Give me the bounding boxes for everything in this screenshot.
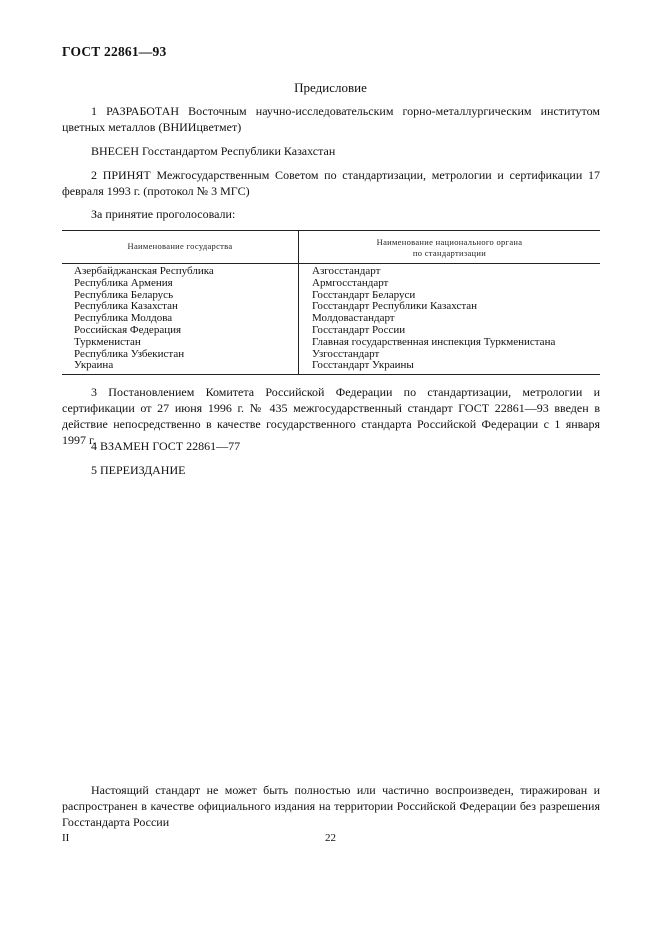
table-cell-state: Азербайджанская Республика — [74, 265, 214, 277]
table-cell-state: Республика Узбекистан — [74, 347, 185, 360]
table-cell-state: Республика Армения — [74, 276, 173, 289]
table-cell-body: Госстандарт России — [312, 323, 406, 336]
table-cell-body: Госстандарт Украины — [312, 359, 414, 372]
table-cell-state: Туркменистан — [74, 335, 141, 348]
paragraph-enacted: 3 Постановлением Комитета Российской Федерации по стандартизации, метрологии и сертификации от 27 июня 1996 г. № 435 межгосударственный стандарт ГОСТ 22861—93 введен в действие непосредственно в качестве государственного стандарта Российской Федерации с 1 января 1997 г. — [62, 385, 600, 447]
header-national-body — [299, 237, 600, 259]
table-cell-body: Молдовастандарт — [312, 312, 395, 325]
paragraph-replaces: 4 ВЗАМЕН ГОСТ 22861—77 — [91, 439, 241, 453]
table-cell-body: Госстандарт Республики Казахстан — [312, 300, 478, 313]
preface-title: Предисловие — [294, 80, 367, 95]
state-column — [74, 266, 214, 372]
header-national-body-line2: по стандартизации — [412, 248, 487, 258]
paragraph-voted: За принятие проголосовали: — [91, 207, 236, 221]
table-cell-body: Азгосстандарт — [312, 265, 381, 277]
table-cell-state: Республика Молдова — [74, 312, 173, 325]
vote-table — [62, 230, 600, 375]
table-cell-body: Армгосстандарт — [312, 276, 389, 289]
copyright-notice: Настоящий стандарт не может быть полностью или частично воспроизведен, тиражирован и распространен в качестве официального издания на территории Российской Федерации без разрешения Госстандарта России — [62, 783, 600, 829]
roman-page-marker: II — [62, 832, 70, 844]
table-cell-state: Республика Беларусь — [74, 288, 174, 301]
table-cell-body: Узгосстандарт — [312, 347, 380, 360]
table-cell-state: Республика Казахстан — [74, 300, 178, 313]
table-cell-body: Госстандарт Беларуси — [312, 288, 416, 301]
paragraph-developed: 1 РАЗРАБОТАН Восточным научно-исследовательским горно-металлургическим институтом цветных металлов (ВНИИцветмет) — [62, 104, 600, 134]
national-body-column — [312, 266, 555, 372]
paragraph-introduced: ВНЕСЕН Госстандартом Республики Казахстан — [91, 144, 336, 158]
header-national-body-line1: Наименование национального органа — [376, 237, 523, 247]
table-header-divider — [62, 263, 600, 264]
paragraph-reissue: 5 ПЕРЕИЗДАНИЕ — [91, 463, 186, 477]
document-code: ГОСТ 22861—93 — [62, 44, 167, 59]
table-cell-body: Главная государственная инспекция Туркменистана — [312, 335, 556, 348]
page-number: 22 — [325, 832, 336, 844]
header-state: Наименование государства — [127, 241, 233, 251]
table-cell-state: Украина — [74, 359, 114, 372]
table-cell-state: Российская Федерация — [74, 323, 182, 336]
paragraph-adopted: 2 ПРИНЯТ Межгосударственным Советом по стандартизации, метрологии и сертификации 17 февраля 1993 г. (протокол № 3 МГС) — [62, 168, 600, 198]
